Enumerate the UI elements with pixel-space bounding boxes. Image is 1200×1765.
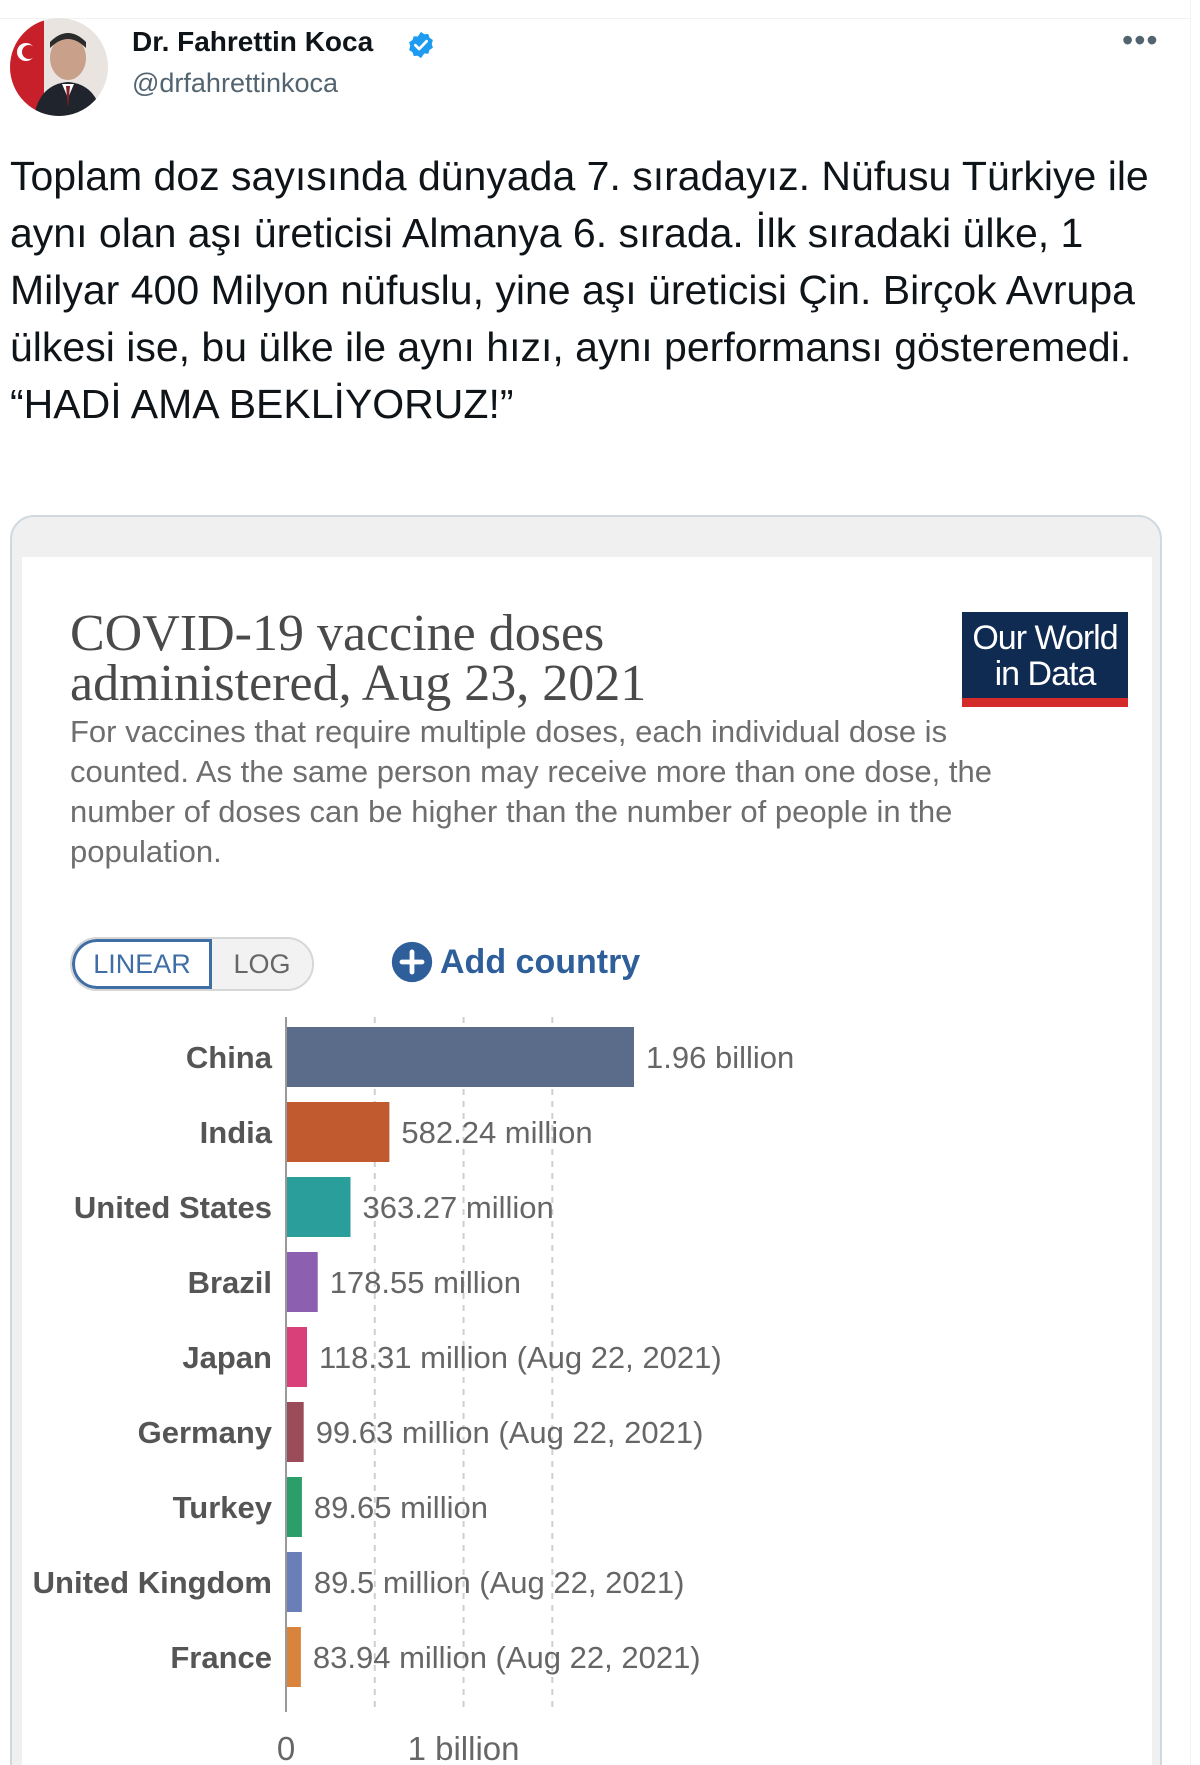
country-label-united-kingdom: United Kingdom bbox=[32, 1565, 272, 1600]
x-tick-label-1: 1 billion bbox=[407, 1730, 520, 1765]
bar-chart bbox=[22, 1007, 1152, 1765]
country-label-india: India bbox=[199, 1115, 272, 1150]
top-divider bbox=[0, 18, 1190, 19]
scale-toggle bbox=[70, 937, 314, 991]
value-label-brazil: 178.55 million bbox=[329, 1265, 521, 1300]
chart-title: COVID-19 vaccine doses administered, Aug 23, 2021 bbox=[70, 605, 647, 712]
bar-brazil bbox=[286, 1252, 318, 1312]
logo-line-2: in Data bbox=[994, 655, 1096, 693]
media-card[interactable] bbox=[10, 515, 1162, 1765]
value-label-united-states: 363.27 million bbox=[362, 1190, 554, 1225]
value-label-united-kingdom: 89.5 million (Aug 22, 2021) bbox=[313, 1565, 685, 1600]
logo-line-1: Our World bbox=[972, 619, 1118, 657]
plus-circle-icon bbox=[390, 940, 434, 984]
user-handle[interactable]: @drfahrettinkoca bbox=[132, 68, 339, 98]
tweet-text: Toplam doz sayısında dünyada 7. sıradayız. Nüfusu Türkiye ile aynı olan aşı üreticisi Almanya 6. sırada. İlk sıradaki ülke, 1 Milyar 400 Milyon nüfuslu, yine aşı üreticisi Çin. Birçok Avrupa ülkesi ise, bu ülke ile aynı hızı, aynı performansı gösteremedi. “HADİ AMA BEKLİYORUZ!” bbox=[10, 153, 1149, 427]
logo-accent-bar bbox=[962, 698, 1128, 707]
avatar-image bbox=[10, 18, 108, 116]
bar-india bbox=[286, 1102, 389, 1162]
chart-subtitle: For vaccines that require multiple doses, each individual dose is counted. As the same person may receive more than one dose, the number of doses can be higher than the number of people in the population. bbox=[70, 714, 992, 869]
country-label-turkey: Turkey bbox=[172, 1490, 272, 1525]
country-label-united-states: United States bbox=[73, 1190, 272, 1225]
value-label-germany: 99.63 million (Aug 22, 2021) bbox=[315, 1415, 704, 1450]
linear-toggle-button[interactable]: LINEAR bbox=[72, 939, 212, 989]
right-divider bbox=[1190, 0, 1191, 1765]
value-label-france: 83.94 million (Aug 22, 2021) bbox=[312, 1640, 701, 1675]
x-tick-label-0: 0 bbox=[276, 1730, 296, 1765]
avatar[interactable] bbox=[10, 18, 108, 116]
country-label-germany: Germany bbox=[137, 1415, 272, 1450]
country-label-japan: Japan bbox=[182, 1340, 272, 1375]
more-horizontal-icon[interactable]: ••• bbox=[1122, 22, 1159, 58]
display-name[interactable]: Dr. Fahrettin Koca bbox=[132, 26, 374, 57]
log-toggle-button[interactable]: LOG bbox=[212, 939, 312, 989]
bar-china bbox=[286, 1027, 634, 1087]
add-country-button[interactable] bbox=[390, 940, 640, 984]
verified-badge-icon bbox=[406, 30, 436, 60]
value-label-turkey: 89.65 million bbox=[313, 1490, 488, 1525]
country-label-brazil: Brazil bbox=[187, 1265, 272, 1300]
bar-france bbox=[286, 1627, 301, 1687]
bar-united-states bbox=[286, 1177, 350, 1237]
bar-japan bbox=[286, 1327, 307, 1387]
value-label-india: 582.24 million bbox=[401, 1115, 593, 1150]
bar-turkey bbox=[286, 1477, 302, 1537]
country-label-china: China bbox=[185, 1040, 272, 1075]
bar-germany bbox=[286, 1402, 304, 1462]
value-label-china: 1.96 billion bbox=[646, 1040, 795, 1075]
country-label-france: France bbox=[170, 1640, 272, 1675]
value-label-japan: 118.31 million (Aug 22, 2021) bbox=[319, 1340, 722, 1375]
chart-image bbox=[22, 557, 1152, 1765]
owid-logo bbox=[962, 612, 1128, 707]
add-country-label: Add country bbox=[440, 942, 641, 981]
bar-united-kingdom bbox=[286, 1552, 302, 1612]
